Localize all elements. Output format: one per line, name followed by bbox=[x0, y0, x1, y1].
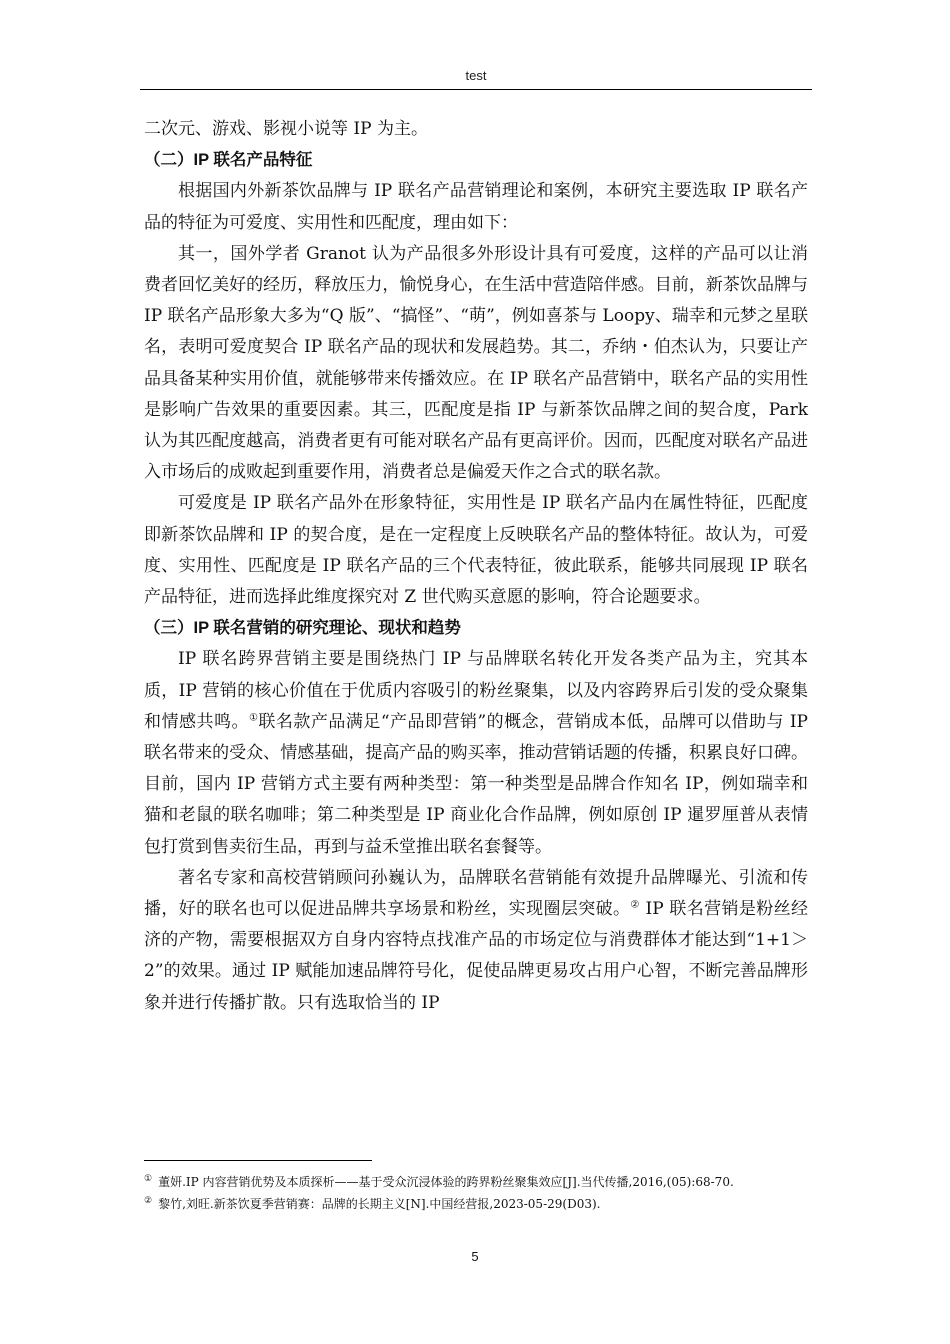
footnotes bbox=[144, 1170, 808, 1214]
paragraph-text: 著名专家和高校营销顾问孙巍认为，品牌联名营销能有效提升品牌曝光、引流和传播，好的联名也可以促进品牌共享场景和粉丝，实现圈层突破。 bbox=[144, 867, 808, 920]
footnote-mark: ① bbox=[144, 1174, 153, 1184]
section-heading-2: （二）IP 联名产品特征 bbox=[144, 151, 313, 170]
paragraph-ip-marketing bbox=[144, 644, 808, 862]
footnote-ref-1[interactable]: ① bbox=[248, 712, 259, 724]
footnote-mark: ② bbox=[144, 1196, 153, 1206]
paragraph-summary: 可爱度是 IP 联名产品外在形象特征，实用性是 IP 联名产品内在属性特征，匹配度即新茶饮品牌和 IP 的契合度，是在一定程度上反映联名产品的整体特征。故认为，可爱度、实用性、匹配度是 IP 联名产品的三个代表特征，彼此联系，能够共同展现 IP 联名产品特征，进而选择此维度探究对 Z 世代购买意愿的影响，符合论题要求。 bbox=[144, 493, 808, 608]
footnote-text: 黎竹,刘旺.新茶饮夏季营销赛：品牌的长期主义[N].中国经营报,2023-05-29(D03). bbox=[158, 1197, 601, 1211]
section-heading-3: （三）IP 联名营销的研究理论、现状和趋势 bbox=[144, 619, 461, 638]
footnote-text: 董妍.IP 内容营销优势及本质探析——基于受众沉浸体验的跨界粉丝聚集效应[J].当代传播,2016,(05):68-70. bbox=[158, 1175, 734, 1189]
footnote-separator bbox=[144, 1160, 372, 1161]
page-number: 5 bbox=[471, 1249, 479, 1264]
paragraph-text: IP 联名跨界营销主要是围绕热门 IP 与品牌联名转化开发各类产品为主，究其本质，IP 营销的核心价值在于优质内容吸引的粉丝聚集，以及内容跨界后引发的受众聚集和情感共鸣。 bbox=[144, 649, 808, 732]
document-body bbox=[144, 114, 808, 1019]
paragraph-text: IP 联名营销是粉丝经济的产物，需要根据双方自身内容特点找准产品的市场定位与消费群体才能达到“1+1＞2”的效果。通过 IP 赋能加速品牌符号化，促使品牌更易攻占用户心智，不断完善品牌形象并进行传播扩散。只有选取恰当的 IP bbox=[144, 899, 809, 1013]
paragraph-features: 其一，国外学者 Granot 认为产品很多外形设计具有可爱度，这样的产品可以让消费者回忆美好的经历，释放压力，愉悦身心，在生活中营造陪伴感。目前，新茶饮品牌与 IP 联名产品形象大多为“Q 版”、“搞怪”、“萌”，例如喜茶与 Loopy、瑞幸和元梦之星联名，表明可爱度契合 IP 联名产品的现状和发展趋势。其二，乔纳・伯杰认为，只要让产品具备某种实用价值，就能够带来传播效应。在 IP 联名产品营销中，联名产品的实用性是影响广告效果的重要因素。其三，匹配度是指 IP 与新茶饮品牌之间的契合度，Park 认为其匹配度越高，消费者更有可能对联名产品有更高评价。因而，匹配度对联名产品进入市场后的成败起到重要作用，消费者总是偏爱天作之合式的联名款。 bbox=[144, 243, 808, 483]
footnote-ref-2[interactable]: ② bbox=[630, 899, 640, 911]
paragraph-continuation: 二次元、游戏、影视小说等 IP 为主。 bbox=[144, 119, 428, 139]
paragraph-text: 联名款产品满足“产品即营销”的概念，营销成本低，品牌可以借助与 IP 联名带来的受众、情感基础，提高产品的购买率，推动营销话题的传播，积累良好口碑。目前，国内 IP 营销方式主要有两种类型：第一种类型是品牌合作知名 IP，例如瑞幸和猫和老鼠的联名咖啡；第二种类型是 IP 商业化合作品牌，例如原创 IP 暹罗厘普从表情包打赏到售卖衍生品，再到与益禾堂推出联名套餐等。 bbox=[144, 711, 808, 857]
paragraph-expert-view bbox=[144, 863, 808, 1019]
paragraph-intro: 根据国内外新茶饮品牌与 IP 联名产品营销理论和案例，本研究主要选取 IP 联名产品的特征为可爱度、实用性和匹配度，理由如下： bbox=[144, 181, 808, 233]
footnote-2 bbox=[144, 1192, 808, 1214]
header-rule bbox=[140, 89, 812, 90]
footnote-1 bbox=[144, 1170, 808, 1192]
page-header: test bbox=[465, 68, 487, 83]
